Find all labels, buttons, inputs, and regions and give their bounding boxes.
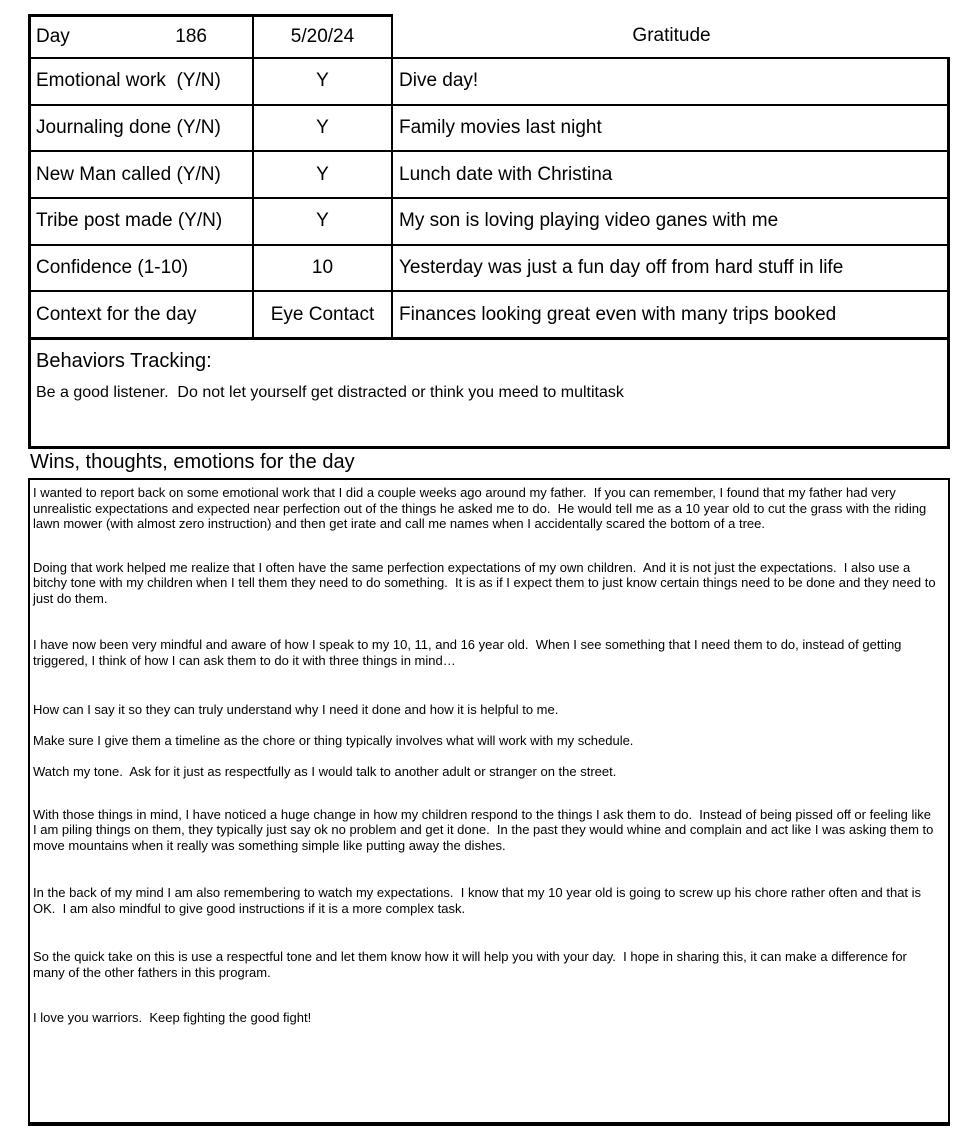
metric-value-new-man-called: Y bbox=[252, 150, 391, 197]
journal-paragraph: Make sure I give them a timeline as the chore or thing typically involves what will work with my schedule. bbox=[33, 732, 634, 748]
metric-value-journaling: Y bbox=[252, 104, 391, 151]
metric-label-confidence: Confidence (1-10) bbox=[28, 244, 252, 291]
gratitude-header: Gratitude bbox=[391, 14, 950, 57]
gratitude-entry: Lunch date with Christina bbox=[391, 150, 950, 197]
gratitude-entry: Dive day! bbox=[391, 57, 950, 104]
behaviors-tracking-title: Behaviors Tracking: bbox=[36, 350, 212, 372]
metric-value-confidence: 10 bbox=[252, 244, 391, 291]
day-cell bbox=[28, 14, 252, 57]
metric-label-tribe-post: Tribe post made (Y/N) bbox=[28, 197, 252, 244]
metric-label-context: Context for the day bbox=[28, 290, 252, 337]
gratitude-entry: Family movies last night bbox=[391, 104, 950, 151]
gratitude-entry: My son is loving playing video ganes with me bbox=[391, 197, 950, 244]
tracker-table bbox=[28, 14, 950, 337]
journal-paragraph: I love you warriors. Keep fighting the good fight! bbox=[33, 1010, 312, 1025]
gratitude-entry: Yesterday was just a fun day off from hard stuff in life bbox=[391, 244, 950, 291]
day-label: Day bbox=[36, 26, 70, 47]
journal-paragraph: In the back of my mind I am also remembering to watch my expectations. I know that my 10 year old is going to screw up his chore rather often and that is OK. I am also mindful to give good instructions if it is a more complex task. bbox=[33, 885, 925, 916]
metric-value-tribe-post: Y bbox=[252, 197, 391, 244]
journal-paragraph: How can I say it so they can truly understand why I need it done and how it is helpful to me. bbox=[33, 702, 559, 717]
journal-paragraph: With those things in mind, I have noticed a huge change in how my children respond to the things I ask them to do. Instead of being pissed off or feeling like I am piling things on them, they typically just say ok no problem and get it done. In the past they would whine and complain and act like I was asking them to move mountains when it really was something simple like putting away the dishes. bbox=[33, 806, 938, 853]
wins-journal-box bbox=[28, 478, 950, 1126]
journal-paragraph: Watch my tone. Ask for it just as respectfully as I would talk to another adult or stranger on the street. bbox=[33, 764, 617, 779]
journal-paragraph: Doing that work helped me realize that I often have the same perfection expectations of my own children. And it is not just the expectations. I also use a bitchy tone with my children when I tell them they need to do something. It is as if I expect them to just know certain things need to be done and they need to just do them. bbox=[33, 559, 940, 606]
journal-paragraph: I have now been very mindful and aware of how I speak to my 10, 11, and 16 year old. When I see something that I need them to do, instead of getting triggered, I think of how I can ask them to do it with three things in mind… bbox=[33, 637, 906, 668]
metric-label-journaling: Journaling done (Y/N) bbox=[28, 104, 252, 151]
metric-value-context: Eye Contact bbox=[252, 290, 391, 337]
wins-section-title: Wins, thoughts, emotions for the day bbox=[30, 451, 355, 473]
day-number: 186 bbox=[175, 26, 207, 47]
metric-label-emotional-work: Emotional work (Y/N) bbox=[28, 57, 252, 104]
gratitude-entry: Finances looking great even with many trips booked bbox=[391, 290, 950, 337]
behaviors-tracking-box bbox=[28, 337, 950, 449]
journal-paragraph: I wanted to report back on some emotional work that I did a couple weeks ago around my father. If you can remember, I found that my father had very unrealistic expectations and expected near perfection out of the things he asked me to do. He would tell me as a 10 year old to cut the grass with the riding lawn mower (with almost zero instruction) and then get irate and call me names when I accidentally scared the bottom of a tree. bbox=[33, 485, 930, 531]
date-cell: 5/20/24 bbox=[252, 14, 391, 57]
metric-label-new-man-called: New Man called (Y/N) bbox=[28, 150, 252, 197]
behaviors-tracking-text: Be a good listener. Do not let yourself get distracted or think you meed to multitask bbox=[36, 384, 624, 401]
journal-paragraph: So the quick take on this is use a respectful tone and let them know how it will help you with your day. I hope in sharing this, it can make a difference for many of the other fathers in this program. bbox=[33, 949, 911, 980]
metric-value-emotional-work: Y bbox=[252, 57, 391, 104]
